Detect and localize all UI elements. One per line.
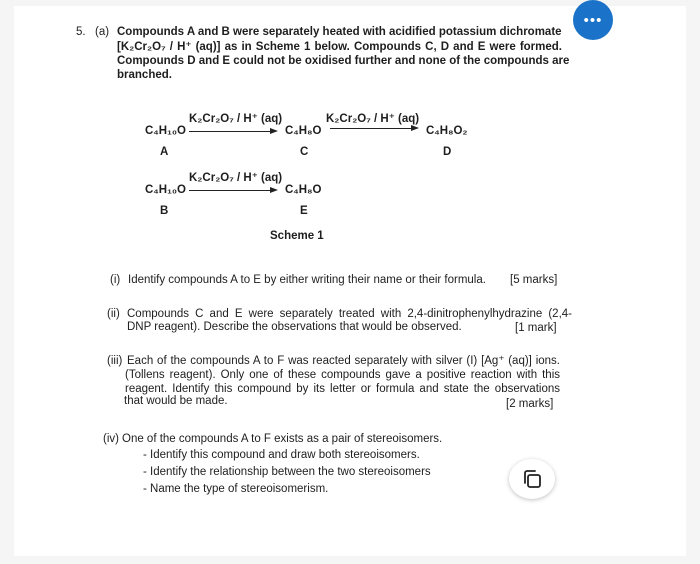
- arrow-head-icon: [411, 125, 419, 131]
- arrow-head-icon: [270, 128, 278, 134]
- subpart-iv-bullet-3: - Name the type of stereoisomerism.: [143, 483, 329, 495]
- compound-a-formula: C₄H₁₀O: [145, 125, 186, 137]
- arrow-head-icon: [270, 187, 278, 193]
- subpart-iv-label: (iv): [103, 433, 119, 445]
- subpart-iii-label: (iii): [107, 355, 123, 367]
- reaction-arrow-c-to-d: [330, 128, 412, 129]
- reaction-arrow-a-to-c: [189, 131, 271, 132]
- compound-b-formula: C₄H₁₀O: [145, 184, 186, 196]
- intro-line-4: branched.: [117, 69, 172, 81]
- subpart-i-label: (i): [110, 274, 121, 286]
- reaction-arrow-b-to-e: [189, 190, 271, 191]
- copy-button[interactable]: [509, 459, 555, 499]
- reagent-label-a-to-c: K₂Cr₂O₇ / H⁺ (aq): [189, 113, 283, 125]
- compound-c-formula: C₄H₈O: [285, 125, 322, 137]
- copy-icon: [521, 468, 543, 490]
- subpart-iii-line-2: (Tollens reagent). Only one of these compounds gave a positive reaction with this: [125, 369, 560, 381]
- compound-c-label: C: [300, 146, 309, 158]
- subpart-iii-line-4: that would be made.: [124, 395, 228, 407]
- compound-e-label: E: [300, 205, 308, 217]
- subpart-iii-line-1: Each of the compounds A to F was reacted separately with silver (I) [Ag⁺ (aq)] ions.: [127, 355, 560, 367]
- subpart-iii-marks: [2 marks]: [506, 398, 554, 410]
- compound-a-label: A: [160, 146, 169, 158]
- subpart-iv-line-1: One of the compounds A to F exists as a pair of stereoisomers.: [122, 433, 443, 445]
- more-options-button[interactable]: [573, 0, 613, 40]
- subpart-ii-marks: [1 mark]: [515, 322, 557, 334]
- more-dots-icon: •••: [583, 11, 603, 29]
- scheme-caption: Scheme 1: [270, 230, 324, 242]
- intro-line-2: [K₂Cr₂O₇ / H⁺ (aq)] as in Scheme 1 below. Compounds C, D and E were formed.: [117, 41, 562, 53]
- subpart-ii-line-2: DNP reagent). Describe the observations that would be observed.: [127, 321, 462, 333]
- subpart-iv-bullet-1: - Identify this compound and draw both stereoisomers.: [143, 449, 420, 461]
- subpart-i-text: Identify compounds A to E by either writing their name or their formula.: [128, 274, 486, 286]
- compound-e-formula: C₄H₈O: [285, 184, 322, 196]
- reagent-label-b-to-e: K₂Cr₂O₇ / H⁺ (aq): [189, 172, 283, 184]
- subpart-ii-line-1: Compounds C and E were separately treated with 2,4-dinitrophenylhydrazine (2,4-: [127, 308, 572, 320]
- compound-d-label: D: [443, 146, 452, 158]
- part-a-label: (a): [95, 26, 110, 38]
- subpart-ii-label: (ii): [107, 308, 120, 320]
- intro-line-3: Compounds D and E could not be oxidised further and none of the compounds are: [117, 55, 570, 67]
- reagent-label-c-to-d: K₂Cr₂O₇ / H⁺ (aq): [326, 113, 420, 125]
- compound-b-label: B: [160, 205, 169, 217]
- compound-d-formula: C₄H₈O₂: [426, 125, 468, 137]
- subpart-iv-bullet-2: - Identify the relationship between the two stereoisomers: [143, 466, 431, 478]
- intro-line-1: Compounds A and B were separately heated with acidified potassium dichromate: [117, 26, 562, 38]
- subpart-i-marks: [5 marks]: [510, 274, 558, 286]
- question-number: 5.: [76, 26, 86, 38]
- subpart-iii-line-3: reagent. Identify this compound by its letter or formula and state the observations: [125, 383, 560, 395]
